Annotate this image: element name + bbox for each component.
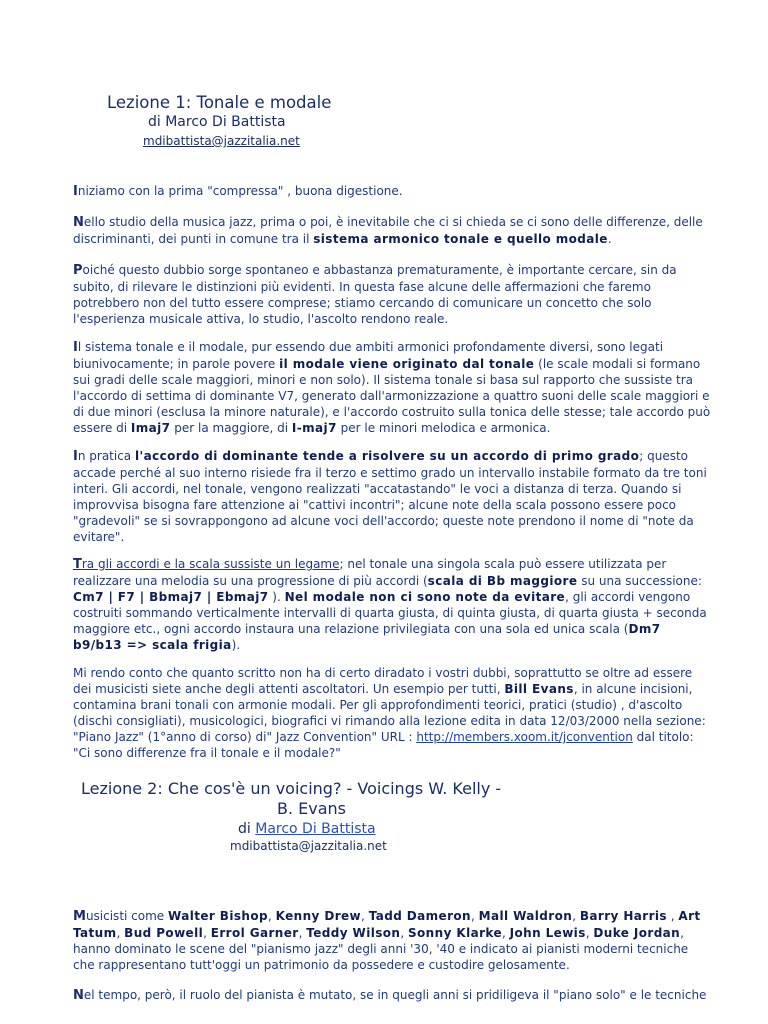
paragraph-doubt <box>73 262 713 327</box>
separator: , <box>502 926 510 940</box>
paragraph-musicians <box>73 908 713 973</box>
paragraph-closing <box>73 665 713 761</box>
paragraph-text: su una successione: <box>577 574 702 588</box>
paragraph-text: ; questo accade perché al suo interno risiede fra il terzo e settimo grado un intervallo instabile formato da tre toni interi. Gli accordi, nel tonale, vengono realizzati "accatastando" le voci a distanza di terza. Quando si improvvisa bisogna fare attenzione ai "cattivi incontri"; alcune note della scala possono essere poco "gradevoli" se si sovrappongono ad alcune voci dell'accordo; queste note prendono il nome di "note da evitare". <box>73 449 707 544</box>
musician-name: Walter Bishop <box>168 909 268 923</box>
lesson2-title-line2: B. Evans <box>277 799 347 818</box>
bold-phrase: scala di Bb maggiore <box>427 574 578 588</box>
paragraph-text: usicisti come <box>85 909 168 923</box>
bold-phrase: Cm7 | F7 | Bbmaj7 | Ebmaj7 <box>73 590 269 604</box>
separator: , <box>267 909 276 923</box>
separator: , <box>361 909 369 923</box>
paragraph-text: ). <box>268 590 285 604</box>
drop-cap: T <box>73 557 82 572</box>
lesson1-byline: di Marco Di Battista <box>148 114 286 130</box>
paragraph-text: n pratica <box>77 449 135 463</box>
paragraph-text: oiché questo dubbio sorge spontaneo e abbastanza prematuramente, è importante cercare, sin da subito, di rilevare le distinzioni più evidenti. In questa fase alcune delle affermazioni che faremo potrebbero non del tutto essere comprese; stiamo cercando di comunicare un concetto che solo l'esperienza musicale attiva, lo studio, l'ascolto rendono reale. <box>73 263 677 326</box>
musician-name: Kenny Drew <box>275 909 362 923</box>
paragraph-text: . <box>607 232 612 246</box>
musician-name: Barry Harris <box>579 909 667 923</box>
drop-cap: M <box>73 909 86 924</box>
paragraph-text: per le minori melodica e armonica. <box>336 421 551 435</box>
jazz-convention-link[interactable]: http://members.xoom.it/jconvention <box>416 730 633 744</box>
lesson1-title: Lezione 1: Tonale e modale <box>107 93 332 112</box>
drop-cap: I <box>73 449 78 464</box>
paragraph-text: ). <box>231 638 241 652</box>
paragraph-text: , hanno dominato le scene del "pianismo jazz" degli anni '30, '40 e indicato ai pianisti moderni tecniche che rappresentano tutt'oggi un patrimonio da possedere e custodire gelosamente. <box>73 926 689 972</box>
paragraph-text: , gli accordi vengono costruiti sommando verticalmente intervalli di quarta giusta, di quinta giusta, di quarta giusta + seconda maggiore etc., ogni accordo instaura una relazione privilegiata con una sola ed unica scala ( <box>73 590 707 636</box>
musician-name: Tadd Dameron <box>368 909 471 923</box>
separator: , <box>400 926 408 940</box>
lesson2-email: mdibattista@jazzitalia.net <box>230 839 387 853</box>
paragraph-chord-scale <box>73 556 713 653</box>
musician-name: Art Tatum <box>73 909 701 940</box>
lesson2-title <box>81 779 561 819</box>
separator: , <box>298 926 307 940</box>
separator: , <box>585 926 594 940</box>
paragraph-text: el tempo, però, il ruolo del pianista è mutato, se in quegli anni si pridiligeva il "piano solo" e le tecniche <box>83 988 707 1002</box>
paragraph-intro <box>73 183 713 200</box>
paragraph-text: dal titolo: "Ci sono differenze fra il tonale e il modale?" <box>73 730 694 760</box>
lesson1-email-link[interactable]: mdibattista@jazzitalia.net <box>143 134 300 148</box>
paragraph-text: ; nel tonale una singola scala può essere utilizzata per realizzare una melodia su una progressione di più accordi ( <box>73 557 667 588</box>
bold-phrase: Dm7 b9/b13 => scala frigia <box>73 622 661 652</box>
drop-cap: N <box>73 988 84 1003</box>
paragraph-tonal-system <box>73 339 713 436</box>
musician-name: John Lewis <box>509 926 586 940</box>
paragraph-pianist-role <box>73 987 713 1004</box>
separator: , <box>666 909 679 923</box>
bold-phrase: il modale viene originato dal tonale <box>279 357 535 371</box>
paragraph-text: ello studio della musica jazz, prima o poi, è inevitabile che ci si chieda se ci sono delle differenze, delle discriminanti, dei punti in comune tra il <box>73 215 703 246</box>
musician-name: Teddy Wilson <box>306 926 401 940</box>
paragraph-text: , in alcune incisioni, contamina brani tonali con armonie modali. Per gli approfondimenti teorici, pratici (studio) , d'ascolto (dischi consigliati), musicologici, biografici vi rimando alla lezione edita in data 12/03/2000 nella sezione: "Piano Jazz" (1°anno di corso) di" Jazz Convention" URL : <box>73 682 706 744</box>
bold-phrase: Nel modale non ci sono note da evitare <box>284 590 566 604</box>
paragraph-text: Mi rendo conto che quanto scritto non ha di certo diradato i vostri dubbi, soprattutto se oltre ad essere dei musicisti siete anche degli attenti ascoltatori. Un esempio per tutti, <box>73 666 693 696</box>
paragraph-text: (le scale modali si formano sui gradi delle scale maggiori, minori e non solo). Il sistema tonale si basa sul rapporto che sussiste tra l'accordo di settima di dominante V7, generato dall'armonizzazione a quattro suoni delle scale maggiori e di due minori (esclusa la minore naturale), e l'accordo costruito sulla tonica delle stesse; tale accordo può essere di <box>73 357 711 435</box>
paragraph-in-practice <box>73 448 713 545</box>
drop-cap: P <box>73 263 83 278</box>
lesson2-byline <box>238 821 376 837</box>
musician-name: Sonny Klarke <box>408 926 502 940</box>
lesson2-title-line1: Lezione 2: Che cos'è un voicing? - Voicings W. Kelly - <box>81 779 502 798</box>
bold-phrase: Bill Evans <box>504 682 574 696</box>
paragraph-text: l sistema tonale e il modale, pur essendo due ambiti armonici profondamente diversi, sono legati biunivocamente; in parole povere <box>73 340 664 371</box>
drop-cap: I <box>73 184 78 199</box>
byline-prefix: di <box>238 821 256 837</box>
musician-name: Bud Powell <box>124 926 204 940</box>
musician-name: Errol Garner <box>210 926 299 940</box>
bold-phrase: Imaj7 <box>130 421 171 435</box>
separator: , <box>572 909 580 923</box>
paragraph-text: niziamo con la prima "compressa" , buona digestione. <box>77 184 403 198</box>
separator: , <box>471 909 479 923</box>
separator: , <box>116 926 125 940</box>
musician-name: Duke Jordan <box>593 926 681 940</box>
bold-phrase: sistema armonico tonale e quello modale <box>313 232 608 246</box>
drop-cap: N <box>73 215 84 230</box>
paragraph-jazz-study <box>73 214 713 247</box>
bold-phrase: l'accordo di dominante tende a risolvere su un accordo di primo grado <box>134 449 640 463</box>
author-link[interactable]: Marco Di Battista <box>255 821 376 837</box>
paragraph-text: per la maggiore, di <box>170 421 292 435</box>
musician-name: Mall Waldron <box>478 909 573 923</box>
drop-cap: I <box>73 340 78 355</box>
underlined-phrase: ra gli accordi e la scala sussiste un legame <box>81 557 340 571</box>
separator: , <box>203 926 211 940</box>
bold-phrase: I-maj7 <box>291 421 337 435</box>
